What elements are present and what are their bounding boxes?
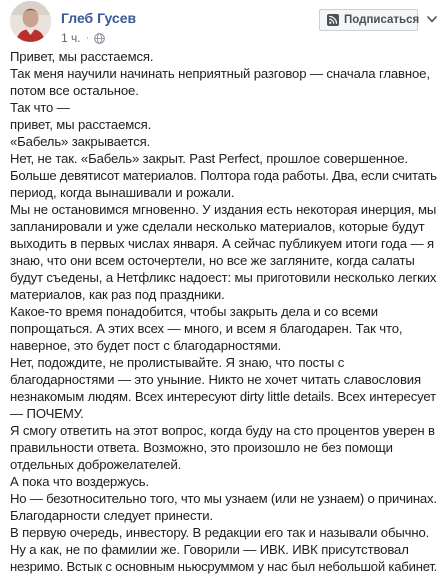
post-line: материалов, как раз под праздники.: [10, 287, 225, 302]
author-name[interactable]: Глеб Гусев: [61, 10, 137, 26]
meta-separator: ·: [85, 32, 90, 44]
post-line: отдельных доброжелателей.: [10, 457, 182, 472]
rss-icon: [327, 14, 339, 26]
post-line: — ПОЧЕМУ.: [10, 406, 84, 421]
avatar-photo: [10, 1, 51, 42]
post-line: Мы не остановимся мгновенно. У издания есть некоторая инерция, мы: [10, 202, 437, 217]
post-line: Так что —: [10, 100, 70, 115]
post-line: А пока что воздержусь.: [10, 474, 149, 489]
post-line: Нет, подождите, не пролистывайте. Я знаю, что посты с: [10, 355, 345, 370]
post-line: Благодарности следует принести.: [10, 508, 213, 523]
post-line: Больше девятисот материалов. Полтора года работы. Два, если считать: [10, 168, 437, 183]
post-line: наверное, это будет пост с благодарностями.: [10, 338, 282, 353]
post-line: потом все остальное.: [10, 83, 139, 98]
post-text: [10, 48, 440, 575]
post-line: Привет, мы расстаемся.: [10, 49, 154, 64]
subscribe-button[interactable]: [319, 9, 418, 31]
avatar[interactable]: [10, 1, 51, 42]
post-line: попрощаться. А этих всех — много, и всем я благодарен. Так что,: [10, 321, 403, 336]
post-line: незнакомым людям. Всех интересуют dirty little details. Всех интересует: [10, 389, 436, 404]
post-line: знаю, что они всем осточертели, но все же загляните, когда салаты: [10, 253, 415, 268]
post-line: Так меня научили начинать неприятный разговор — сначала главное,: [10, 66, 430, 81]
post-line: незримо. Встык с основным ньюсруммом у нас был небольшой кабинет.: [10, 559, 438, 574]
post-options-button[interactable]: [425, 12, 439, 26]
post-line: выходить в первых числах января. А сейчас публикуем итоги года — я: [10, 236, 434, 251]
subscribe-label: Подписаться: [344, 14, 420, 26]
post-header: [0, 0, 443, 48]
post-meta: [61, 31, 105, 45]
post-line: Ну а как, не по фамилии же. Говорили — ИВК. ИВК присутствовал: [10, 542, 409, 557]
post-line: В первую очередь, инвестору. В редакции его так и называли обычно.: [10, 525, 430, 540]
globe-icon: [94, 33, 105, 44]
post-line: Нет, не так. «Бабель» закрыт. Past Perfect, прошлое совершенное.: [10, 151, 409, 166]
post-line: «Бабель» закрывается.: [10, 134, 151, 149]
post-line: Но — безотносительно того, что мы узнаем (или не узнаем) о причинах.: [10, 491, 437, 506]
post-line: период, когда вынашивали и рожали.: [10, 185, 235, 200]
post-line: Я смогу ответить на этот вопрос, когда буду на сто процентов уверен в: [10, 423, 435, 438]
post-line: благодарностями — это уныние. Никто не хочет читать славословия: [10, 372, 421, 387]
post-line: запланировали и уже сделали несколько материалов, которые будут: [10, 219, 425, 234]
post-line: правильности ответа. Возможно, это произошло не без помощи: [10, 440, 393, 455]
post-time[interactable]: 1 ч.: [61, 31, 81, 45]
post-line: Какое-то время понадобится, чтобы закрыть дела и со всеми: [10, 304, 378, 319]
chevron-down-icon: [425, 12, 439, 26]
post-line: будут съедены, а Нетфликс надоест: мы приготовили несколько легких: [10, 270, 437, 285]
post-line: привет, мы расстаемся.: [10, 117, 152, 132]
